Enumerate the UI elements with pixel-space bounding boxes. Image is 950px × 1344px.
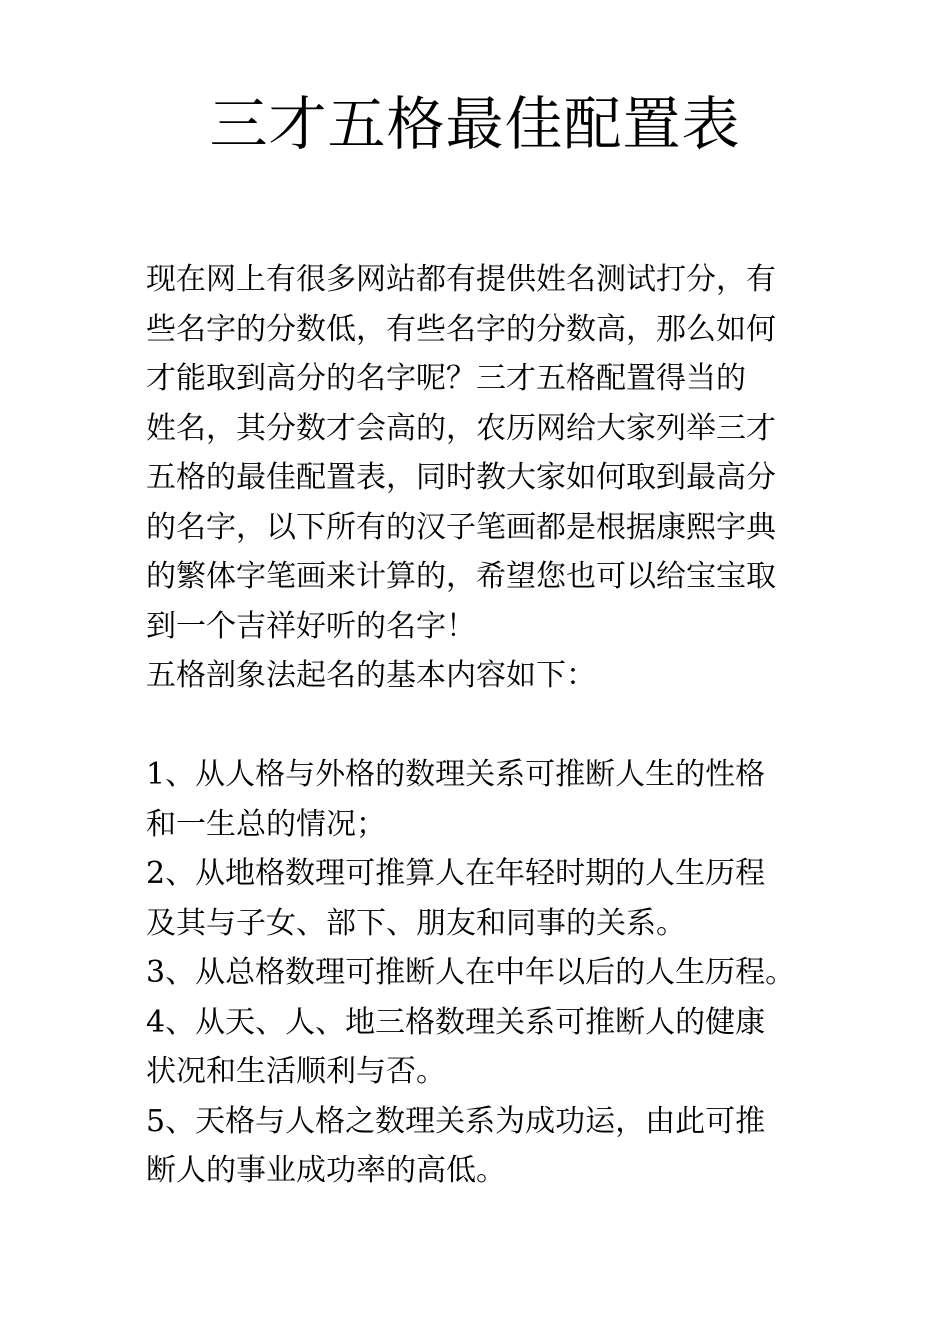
page-title: 三才五格最佳配置表 (209, 90, 741, 158)
intro-line: 姓名，其分数才会高的，农历网给大家列举三才 (146, 410, 776, 446)
intro-line: 的繁体字笔画来计算的，希望您也可以给宝宝取 (146, 559, 776, 594)
list-item-line: 和一生总的情况； (146, 806, 386, 842)
intro-line: 五格的最佳配置表，同时教大家如何取到最高分 (146, 460, 776, 495)
paragraph-spacer (146, 701, 816, 751)
intro-line: 些名字的分数低，有些名字的分数高，那么如何 (146, 311, 776, 347)
list-item-line: 5、天格与人格之数理关系为成功运，由此可推 (146, 1103, 766, 1139)
list-item-line: 1、从人格与外格的数理关系可推断人生的性格 (146, 757, 766, 792)
intro-line: 才能取到高分的名字呢？三才五格配置得当的 (146, 361, 746, 396)
list-item-line: 状况和生活顺利与否。 (146, 1054, 446, 1089)
list-item-line: 断人的事业成功率的高低。 (146, 1153, 506, 1188)
list-item-line: 3、从总格数理可推断人在中年以后的人生历程。 (146, 955, 796, 990)
list-item-line: 4、从天、人、地三格数理关系可推断人的健康 (146, 1004, 766, 1040)
intro-line: 的名字，以下所有的汉子笔画都是根据康熙字典 (146, 509, 776, 545)
list-item-line: 2、从地格数理可推算人在年轻时期的人生历程 (146, 856, 766, 891)
intro-line: 现在网上有很多网站都有提供姓名测试打分，有 (146, 262, 776, 297)
document-body (146, 255, 816, 1196)
intro-line: 到一个吉祥好听的名字！ (146, 608, 476, 644)
list-item-line: 及其与子女、部下、朋友和同事的关系。 (146, 905, 686, 941)
section-lead: 五格剖象法起名的基本内容如下： (146, 658, 596, 693)
